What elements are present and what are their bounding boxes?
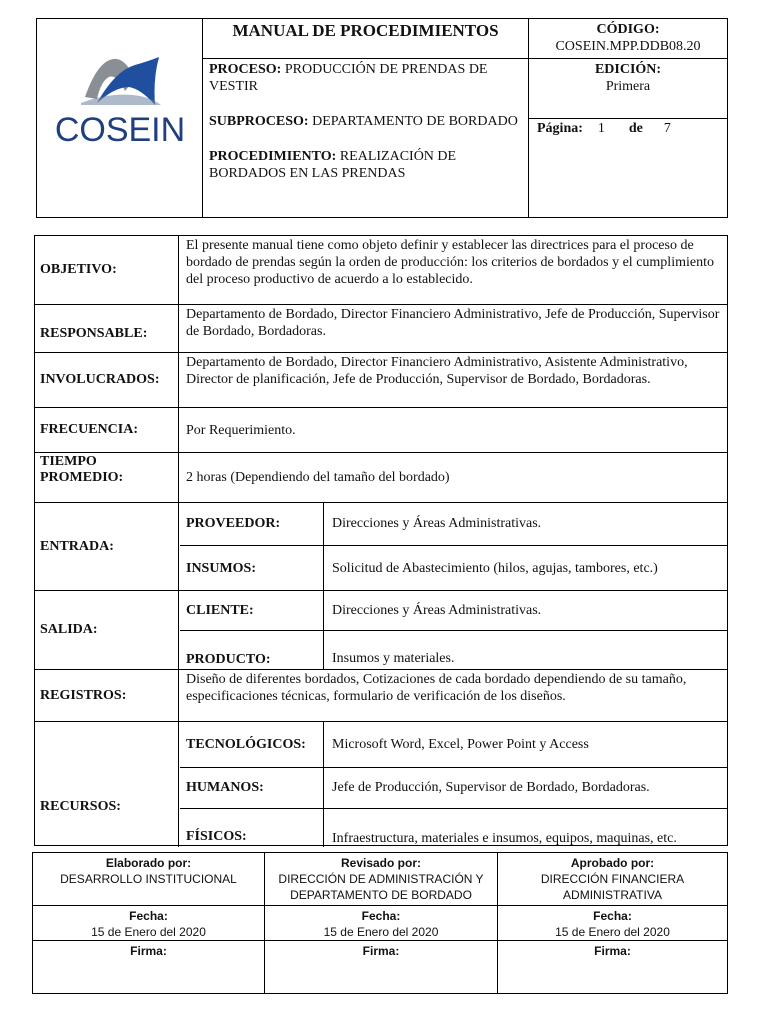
responsable-value: Departamento de Bordado, Director Financiero Administrativo, Jefe de Producción, Supervisor de Bordado, Bordadoras. bbox=[186, 307, 720, 339]
procedimiento-label: PROCEDIMIENTO: bbox=[209, 149, 337, 164]
producto-subrow bbox=[180, 631, 727, 670]
fecha-label: Fecha: bbox=[129, 909, 168, 923]
cliente-label: CLIENTE: bbox=[180, 591, 324, 630]
entrada-row bbox=[35, 503, 727, 591]
entrada-label: ENTRADA: bbox=[35, 503, 179, 590]
humanos-subrow bbox=[180, 768, 727, 809]
aprobado-label: Aprobado por: bbox=[570, 856, 655, 870]
elaborado-label: Elaborado por: bbox=[105, 856, 192, 870]
tiempo-label: TIEMPO PROMEDIO: bbox=[35, 453, 179, 502]
responsable-label: RESPONSABLE: bbox=[35, 305, 179, 352]
fecha-cell-1 bbox=[33, 906, 264, 940]
salida-row bbox=[35, 591, 727, 670]
producto-value: Insumos y materiales. bbox=[332, 651, 455, 666]
fecha-cell-2 bbox=[265, 906, 497, 940]
process-cell bbox=[203, 59, 529, 217]
tiempo-row bbox=[35, 453, 727, 503]
tiempo-value: 2 horas (Dependiendo del tamaño del bordado) bbox=[186, 470, 450, 485]
pagina-label: Página: bbox=[537, 121, 583, 136]
fecha-cell-3 bbox=[498, 906, 727, 940]
proceso-line bbox=[209, 61, 522, 95]
proveedor-subrow bbox=[180, 503, 727, 546]
frecuencia-value: Por Requerimiento. bbox=[186, 422, 296, 438]
producto-label: PRODUCTO: bbox=[180, 631, 324, 670]
pagina-cell bbox=[529, 119, 727, 217]
proveedor-label: PROVEEDOR: bbox=[180, 503, 324, 545]
aprobado-value: DIRECCIÓN FINANCIERA ADMINISTRATIVA bbox=[540, 872, 685, 902]
fecha-label: Fecha: bbox=[361, 909, 401, 923]
fisicos-label: FÍSICOS: bbox=[180, 809, 324, 847]
fecha-label: Fecha: bbox=[593, 909, 632, 923]
subproceso-line bbox=[209, 113, 522, 130]
firma-cell-3 bbox=[498, 941, 727, 959]
objetivo-label: OBJETIVO: bbox=[35, 236, 179, 304]
proceso-value: PRODUCCIÓN DE PRENDAS DE VESTIR bbox=[209, 62, 488, 94]
fisicos-subrow bbox=[180, 809, 727, 847]
registros-row bbox=[35, 670, 727, 722]
aprobado-cell bbox=[498, 853, 727, 903]
firma-label: Firma: bbox=[594, 944, 631, 958]
revisado-value: DIRECCIÓN DE ADMINISTRACIÓN Y DEPARTAMENTO DE BORDADO bbox=[278, 872, 484, 902]
revisado-cell bbox=[265, 853, 497, 903]
document-title: MANUAL DE PROCEDIMIENTOS bbox=[232, 21, 499, 40]
procedimiento-value: REALIZACIÓN DE BORDADOS EN LAS PRENDAS bbox=[209, 149, 457, 181]
procedure-table bbox=[34, 235, 728, 846]
edicion-value: Primera bbox=[605, 79, 651, 94]
cosein-logo-icon bbox=[37, 19, 203, 217]
insumos-label: INSUMOS: bbox=[180, 546, 324, 591]
tecnologicos-value: Microsoft Word, Excel, Power Point y Access bbox=[332, 736, 589, 752]
codigo-value: COSEIN.MPP.DDB08.20 bbox=[555, 39, 701, 54]
elaborado-cell bbox=[33, 853, 264, 887]
edicion-cell bbox=[529, 59, 727, 119]
approval-footer bbox=[32, 852, 728, 994]
subproceso-label: SUBPROCESO: bbox=[209, 114, 309, 129]
recursos-row bbox=[35, 722, 727, 847]
insumos-subrow bbox=[180, 546, 727, 591]
title-cell bbox=[203, 19, 529, 59]
procedimiento-line bbox=[209, 148, 522, 182]
tecnologicos-label: TECNOLÓGICOS: bbox=[180, 722, 324, 767]
involucrados-label: INVOLUCRADOS: bbox=[35, 353, 179, 407]
involucrados-row bbox=[35, 353, 727, 408]
firma-label: Firma: bbox=[362, 944, 400, 958]
fisicos-value: Infraestructura, materiales e insumos, equipos, maquinas, etc. bbox=[332, 831, 677, 846]
de-label: de bbox=[628, 121, 643, 136]
registros-label: REGISTROS: bbox=[35, 670, 179, 721]
humanos-label: HUMANOS: bbox=[180, 768, 324, 808]
pagina-total: 7 bbox=[663, 121, 671, 136]
frecuencia-row bbox=[35, 408, 727, 453]
fecha-value: 15 de Enero del 2020 bbox=[91, 925, 206, 939]
codigo-label: CÓDIGO: bbox=[596, 22, 660, 37]
proceso-label: PROCESO: bbox=[209, 62, 282, 77]
registros-value: Diseño de diferentes bordados, Cotizaciones de cada bordado dependiendo de su tamaño, especificaciones técnicas, formulario de verificación de los diseños. bbox=[186, 672, 687, 704]
cliente-value: Direcciones y Áreas Administrativas. bbox=[332, 602, 542, 618]
fecha-value: 15 de Enero del 2020 bbox=[555, 925, 670, 939]
responsable-row bbox=[35, 305, 727, 353]
firma-cell-2 bbox=[265, 941, 497, 959]
revisado-label: Revisado por: bbox=[340, 856, 421, 870]
recursos-label: RECURSOS: bbox=[35, 722, 179, 847]
edicion-label: EDICIÓN: bbox=[594, 62, 662, 77]
frecuencia-label: FRECUENCIA: bbox=[35, 408, 179, 452]
subproceso-value: DEPARTAMENTO DE BORDADO bbox=[312, 114, 518, 129]
humanos-value: Jefe de Producción, Supervisor de Bordado, Bordadoras. bbox=[332, 780, 650, 795]
logo-cell bbox=[37, 19, 203, 217]
involucrados-value: Departamento de Bordado, Director Financiero Administrativo, Asistente Administrativo, Director de planificación, Jefe de Producción, Supervisor de Bordado, Bordadoras. bbox=[186, 355, 688, 387]
firma-label: Firma: bbox=[130, 944, 167, 958]
document-header bbox=[36, 18, 728, 218]
cliente-subrow bbox=[180, 591, 727, 631]
objetivo-row bbox=[35, 236, 727, 305]
pagina-number: 1 bbox=[597, 121, 605, 136]
codigo-cell bbox=[529, 19, 727, 59]
objetivo-value: El presente manual tiene como objeto definir y establecer las directrices para el proceso de bordado de prendas según la orden de producción: los criterios de bordados y el cumplimiento del proceso productivo de acuerdo a lo establecido. bbox=[186, 238, 714, 287]
proveedor-value: Direcciones y Áreas Administrativas. bbox=[332, 516, 542, 531]
salida-label: SALIDA: bbox=[35, 591, 179, 669]
fecha-value: 15 de Enero del 2020 bbox=[323, 925, 439, 939]
insumos-value: Solicitud de Abastecimiento (hilos, agujas, tambores, etc.) bbox=[332, 560, 658, 576]
logo-text: COSEIN bbox=[54, 111, 186, 149]
elaborado-value: DESARROLLO INSTITUCIONAL bbox=[60, 872, 237, 886]
firma-cell-1 bbox=[33, 941, 264, 959]
tecnologicos-subrow bbox=[180, 722, 727, 768]
